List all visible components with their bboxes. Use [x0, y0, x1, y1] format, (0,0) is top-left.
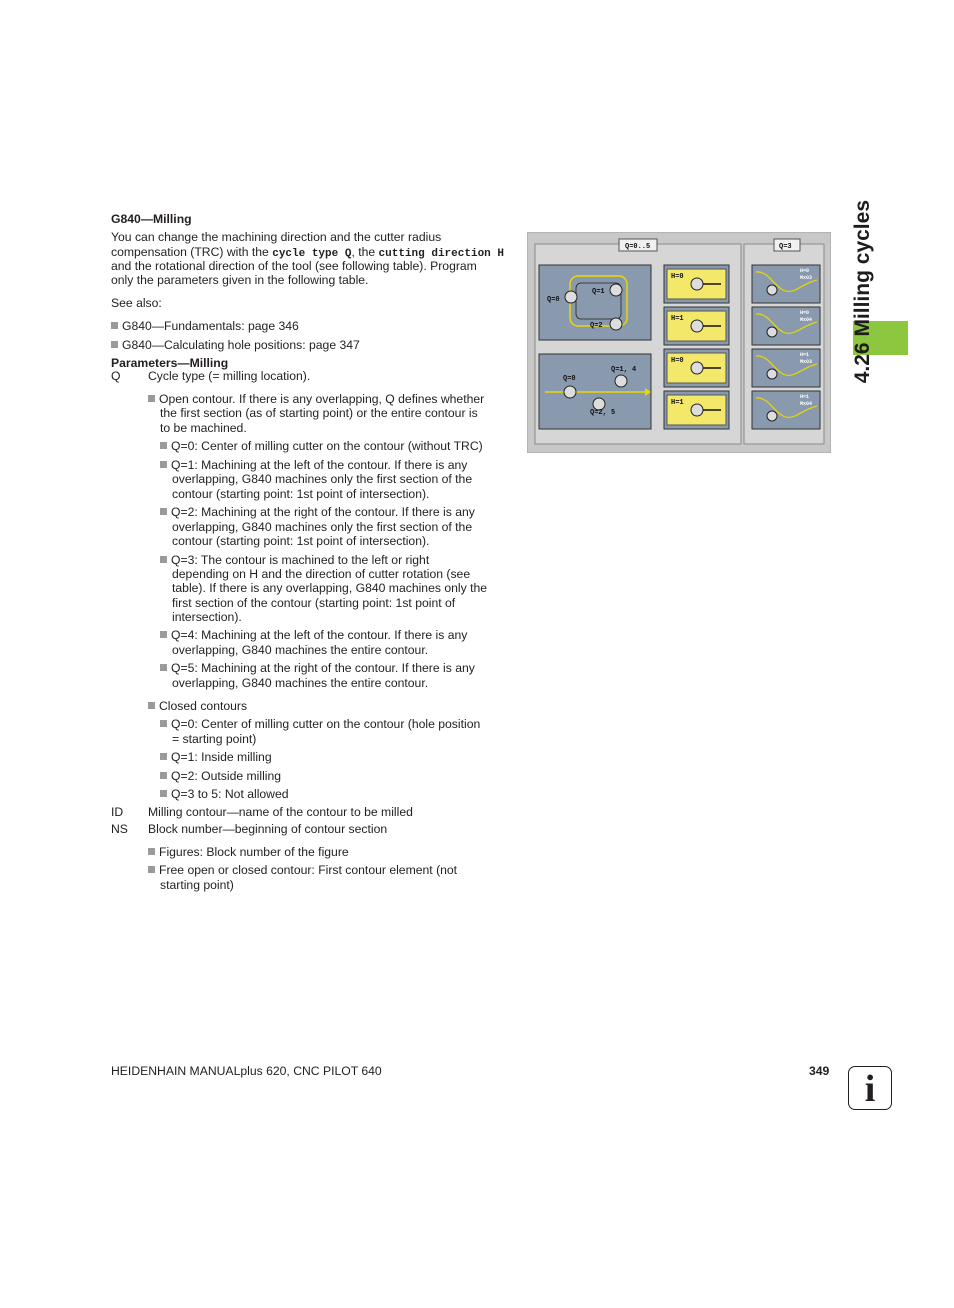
- param-desc-id: Milling contour—name of the contour to be milled: [148, 805, 413, 819]
- open-item: Q=2: Machining at the right of the contour. If there is any: [160, 505, 475, 519]
- svg-text:Mx03: Mx03: [800, 275, 813, 281]
- param-key-q: Q: [111, 369, 121, 383]
- closed-item: Q=0: Center of milling cutter on the contour (hole position: [160, 717, 480, 731]
- param-desc-q: Cycle type (= milling location).: [148, 369, 311, 383]
- open-contour-bullet: Open contour. If there is any overlapping, Q defines whether: [148, 392, 484, 406]
- h-button[interactable]: [664, 391, 729, 429]
- param-key-ns: NS: [111, 822, 128, 836]
- svg-text:Q=2: Q=2: [590, 322, 603, 330]
- closed-item: Q=1: Inside milling: [160, 750, 272, 764]
- chapter-sidebar: [848, 200, 878, 880]
- h-button[interactable]: [664, 307, 729, 345]
- svg-text:Mx04: Mx04: [800, 317, 813, 323]
- svg-text:H=1: H=1: [671, 315, 684, 323]
- svg-text:H=0: H=0: [800, 310, 810, 316]
- milling-cycle-screenshot: [527, 232, 831, 453]
- svg-text:H=0: H=0: [671, 357, 684, 365]
- open-contour-line: to be machined.: [160, 421, 247, 435]
- ns-item: Free open or closed contour: First contour element (not: [148, 863, 457, 877]
- tab-q3[interactable]: [774, 239, 800, 251]
- open-item-line: overlapping, G840 machines only the first section of the: [172, 520, 473, 534]
- svg-text:H=1: H=1: [671, 399, 684, 407]
- h-button[interactable]: [664, 265, 729, 303]
- open-item-line: overlapping, G840 machines the entire contour.: [172, 643, 429, 657]
- svg-text:Q=0: Q=0: [547, 296, 560, 304]
- closed-contours-bullet: Closed contours: [148, 699, 247, 713]
- footer-title: HEIDENHAIN MANUALplus 620, CNC PILOT 640: [111, 1064, 382, 1078]
- open-contour-line: the first section (as of starting point) or the entire contour is: [160, 406, 478, 420]
- intro-line-3: and the rotational direction of the tool (see following table). Program: [111, 259, 477, 273]
- open-item: Q=3: The contour is machined to the left or right: [160, 553, 429, 567]
- svg-text:Mx04: Mx04: [800, 401, 813, 407]
- svg-text:Q=1, 4: Q=1, 4: [611, 366, 637, 374]
- intro-line-4: only the parameters given in the following table.: [111, 273, 369, 287]
- see-also: See also:: [111, 296, 162, 310]
- tab-q-range[interactable]: [619, 239, 657, 251]
- q3-case-panel: [752, 349, 820, 387]
- open-item-line: overlapping, G840 machines only the first section of the: [172, 472, 473, 486]
- open-item: Q=5: Machining at the right of the contour. If there is any: [160, 661, 475, 675]
- open-item-line: first section of the contour (starting point: 1st point of: [172, 596, 456, 610]
- open-item-line: contour (starting point: 1st point of intersection).: [172, 487, 430, 501]
- closed-contour-panel: [539, 265, 651, 340]
- h-button[interactable]: [664, 349, 729, 387]
- open-item-line: intersection).: [172, 610, 242, 624]
- intro-line-2: compensation (TRC) with the cycle type Q, the cutting direction H: [111, 245, 504, 260]
- svg-text:Q=0..5: Q=0..5: [625, 243, 651, 251]
- svg-text:Q=2, 5: Q=2, 5: [590, 409, 616, 417]
- open-item-line: contour (starting point: 1st point of intersection).: [172, 534, 430, 548]
- ns-item-line: starting point): [160, 878, 234, 892]
- param-desc-ns: Block number—beginning of contour section: [148, 822, 388, 836]
- intro-line-1: You can change the machining direction and the cutter radius: [111, 230, 442, 244]
- reference-link[interactable]: G840—Fundamentals: page 346: [111, 319, 299, 333]
- code-cycle-type: cycle type Q: [272, 248, 352, 260]
- ns-item: Figures: Block number of the figure: [148, 845, 349, 859]
- svg-text:H=0: H=0: [671, 273, 684, 281]
- svg-text:Q=3: Q=3: [779, 243, 792, 251]
- q3-case-panel: [752, 307, 820, 345]
- open-item-line: table). If there is any overlapping, G840 machines only the: [172, 581, 488, 595]
- svg-text:Q=1: Q=1: [592, 288, 605, 296]
- params-heading: Parameters—Milling: [111, 356, 229, 370]
- reference-link[interactable]: G840—Calculating hole positions: page 347: [111, 338, 360, 352]
- code-cutting-direction: cutting direction H: [378, 248, 504, 260]
- param-key-id: ID: [111, 805, 124, 819]
- open-item: Q=1: Machining at the left of the contour. If there is any: [160, 458, 467, 472]
- chapter-title: 4.26 Milling cycles: [851, 200, 874, 384]
- page-number: 349: [809, 1064, 830, 1078]
- svg-text:H=1: H=1: [800, 352, 810, 358]
- svg-text:Mx03: Mx03: [800, 359, 813, 365]
- section-title: G840—Milling: [111, 212, 192, 226]
- open-item-line: depending on H and the direction of cutter rotation (see: [172, 567, 471, 581]
- svg-text:H=1: H=1: [800, 394, 810, 400]
- closed-item: Q=2: Outside milling: [160, 769, 281, 783]
- open-item: Q=4: Machining at the left of the contour. If there is any: [160, 628, 467, 642]
- svg-text:Q=0: Q=0: [563, 375, 576, 383]
- closed-item: Q=3 to 5: Not allowed: [160, 787, 289, 801]
- info-icon: i: [848, 1066, 892, 1110]
- open-contour-panel: [539, 354, 651, 429]
- open-item-line: overlapping, G840 machines the entire contour.: [172, 676, 429, 690]
- q3-case-panel: [752, 265, 820, 303]
- open-item: Q=0: Center of milling cutter on the contour (without TRC): [160, 439, 483, 453]
- closed-item-line: = starting point): [172, 732, 257, 746]
- q3-case-panel: [752, 391, 820, 429]
- svg-text:H=0: H=0: [800, 268, 810, 274]
